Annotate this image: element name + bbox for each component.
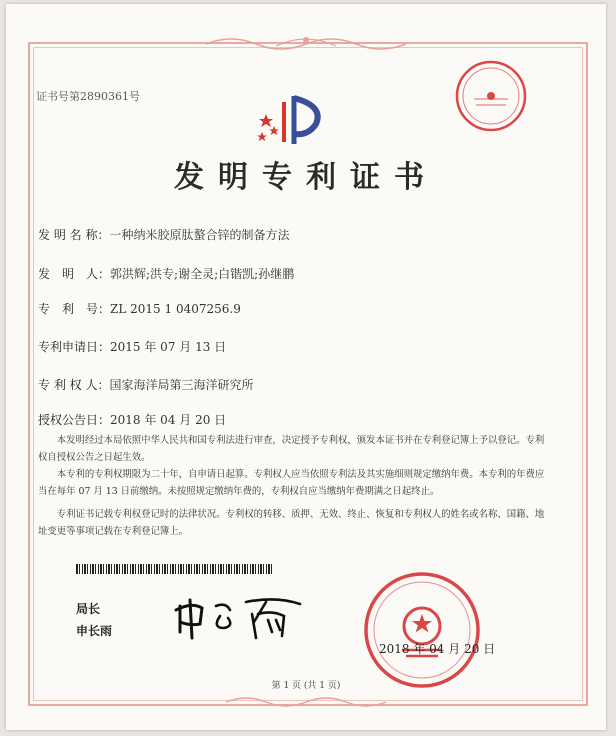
barcode xyxy=(76,564,274,574)
field-patentee xyxy=(38,376,253,393)
field-value: 2018 年 04 月 20 日 xyxy=(110,413,227,427)
bottom-ornament xyxy=(226,694,386,710)
field-label: 专 利 号： xyxy=(38,302,111,316)
paragraph-registration: 专利证书记载专利权登记时的法律状况。专利权的转移、质押、无效、终止、恢复和专利权人的姓名或名称、国籍、地址变更等事项记载在专利登记簿上。 xyxy=(38,509,545,537)
field-label: 发 明 名 称： xyxy=(38,228,110,242)
director-title: 局长 xyxy=(76,602,101,616)
field-invention-name xyxy=(38,226,289,243)
field-value: ZL 2015 1 0407256.9 xyxy=(110,302,241,316)
field-label: 授权公告日： xyxy=(38,413,111,427)
field-value: 2015 年 07 月 13 日 xyxy=(110,340,227,354)
page-number: 第 1 页 (共 1 页) xyxy=(271,681,341,691)
signature-date: 2018 年 04 月 20 日 xyxy=(379,642,496,656)
field-patent-number xyxy=(38,300,241,317)
field-value: 国家海洋局第三海洋研究所 xyxy=(109,378,254,392)
field-label: 发 明 人： xyxy=(38,267,111,281)
top-ornament xyxy=(206,32,406,54)
field-inventors xyxy=(38,265,294,282)
field-label: 专利申请日： xyxy=(38,340,111,354)
certificate-sheet xyxy=(6,4,606,730)
field-grant-date xyxy=(38,411,226,428)
top-right-seal xyxy=(454,59,528,133)
paragraph-grant: 本发明经过本局依照中华人民共和国专利法进行审查，决定授予专利权，颁发本证书并在专利登记簿上予以登记。专利权自授权公告之日起生效。 xyxy=(38,435,545,463)
handwritten-signature xyxy=(172,592,312,642)
certificate-number: 证书号第2890361号 xyxy=(36,90,140,103)
field-value: 郭洪辉;洪专;谢全灵;白锴凯;孙继鹏 xyxy=(110,267,295,281)
patent-office-logo xyxy=(254,92,334,148)
bottom-seal xyxy=(362,570,482,690)
field-value: 一种纳米胶原肽螯合锌的制备方法 xyxy=(109,228,290,242)
director-name: 申长雨 xyxy=(76,624,113,638)
paragraph-term: 本专利的专利权期限为二十年，自申请日起算。专利权人应当依照专利法及其实施细则规定缴纳年费。本专利的年费应当在每年 07 月 13 日前缴纳。未按照规定缴纳年费的，专利权自应当缴纳年费期满之日起终止。 xyxy=(38,469,545,497)
field-label: 专 利 权 人： xyxy=(38,378,110,392)
field-application-date xyxy=(38,338,226,355)
page-title: 发明专利证书 xyxy=(174,160,438,195)
